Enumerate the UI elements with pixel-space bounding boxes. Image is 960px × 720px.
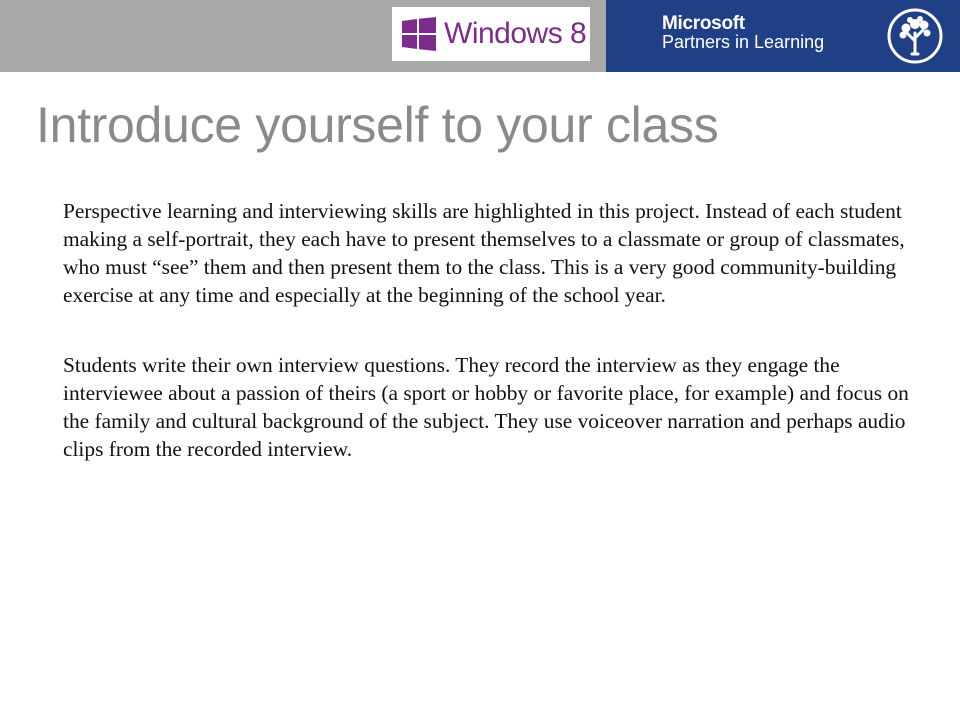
- partner-line-2: Partners in Learning: [662, 32, 825, 52]
- windows-logo-text: Windows 8: [444, 17, 587, 50]
- slide-title: Introduce yourself to your class: [36, 97, 719, 153]
- windows-flag-icon: [402, 17, 436, 51]
- partner-line-1: Microsoft: [662, 13, 745, 34]
- body-paragraph: Perspective learning and interviewing skills are highlighted in this project. Instead of each student making a self-portrait, they each have to present themselves to a classmate or group of classmates, who must “see” them and then present them to the class. This is a very good community-building exercise at any time and especially at the beginning of the school year.: [63, 199, 905, 307]
- slide-body: [63, 197, 925, 505]
- windows-8-logo: [392, 7, 590, 61]
- partners-in-learning-logo: [662, 14, 824, 52]
- tree-icon: [886, 7, 944, 65]
- body-paragraph: Students write their own interview questions. They record the interview as they engage the interviewee about a passion of theirs (a sport or hobby or favorite place, for example) and focus on the family and cultural background of the subject. They use voiceover narration and perhaps audio clips from the recorded interview.: [63, 353, 909, 461]
